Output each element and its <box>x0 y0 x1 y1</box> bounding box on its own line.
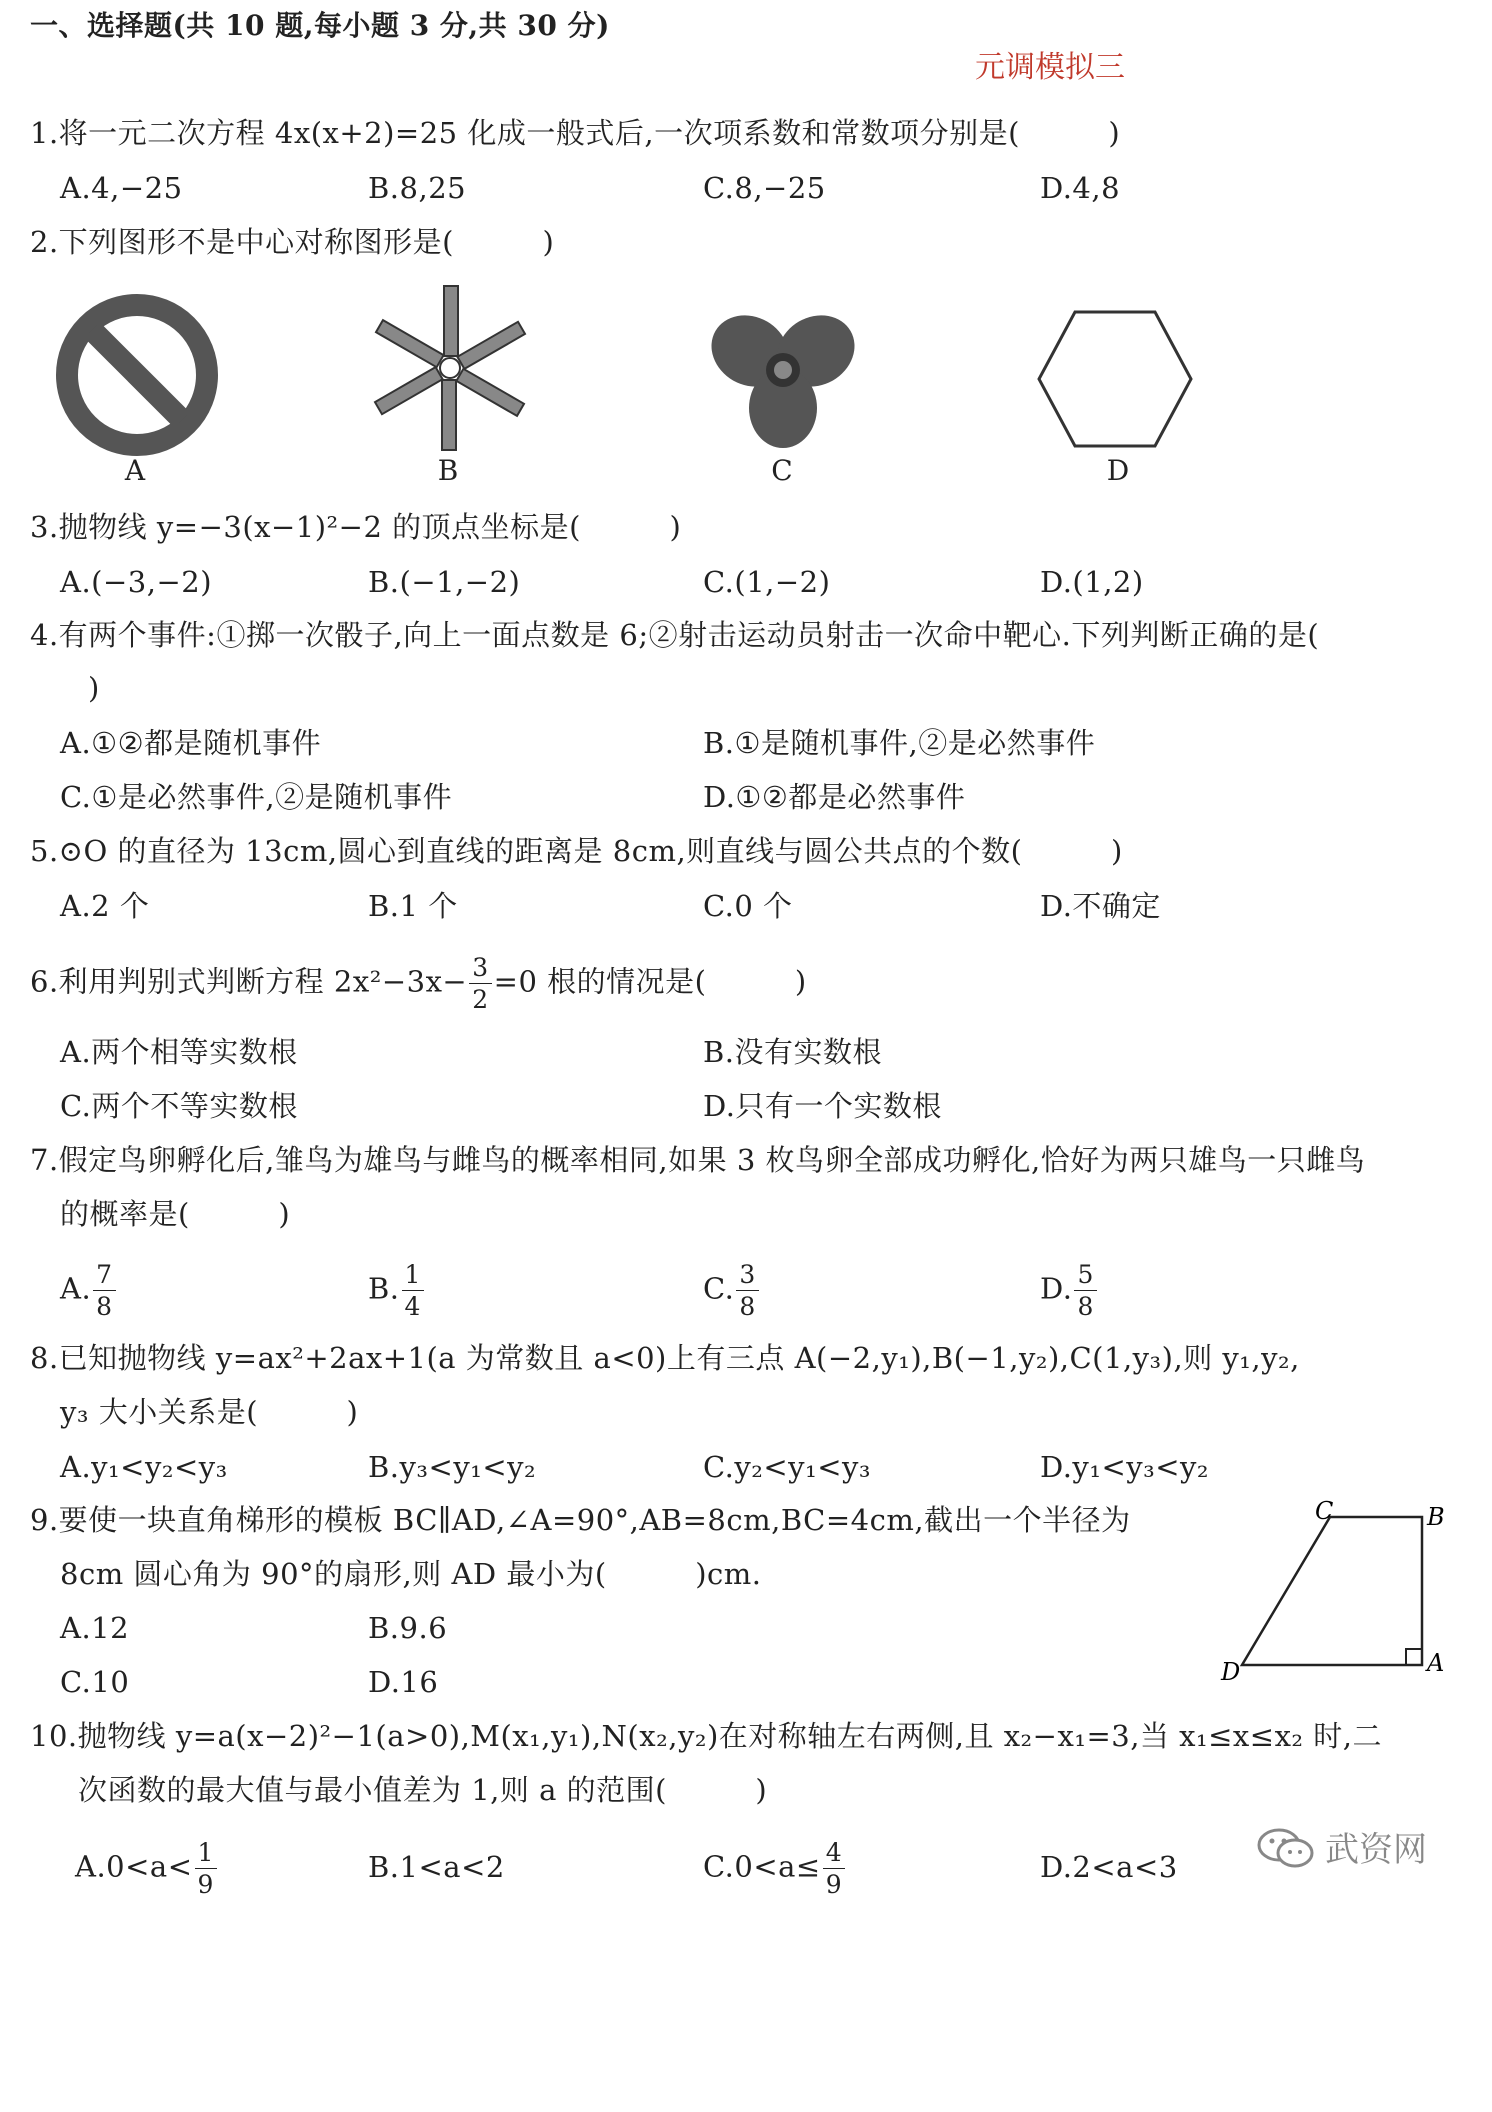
q7-b-letter: B. <box>368 1271 400 1306</box>
q5-option-b: B.1 个 <box>368 889 458 923</box>
q7-stem-line1: 7.假定鸟卵孵化后,雏鸟为雄鸟与雌鸟的概率相同,如果 3 枚鸟卵全部成功孵化,恰好为两只雄鸟一只雌鸟 <box>30 1143 1366 1177</box>
q7-d-num: 5 <box>1074 1262 1096 1291</box>
q8-option-a: A.y₁<y₂<y₃ <box>60 1450 228 1484</box>
q4-option-b: B.①是随机事件,②是必然事件 <box>703 726 1096 760</box>
q6-option-b: B.没有实数根 <box>703 1035 883 1069</box>
q10-c-fraction <box>823 1840 845 1897</box>
red-stamp-label: 元调模拟三 <box>975 50 1125 85</box>
q7-b-fraction <box>402 1262 424 1319</box>
q6-option-a: A.两个相等实数根 <box>60 1035 298 1069</box>
q7-b-num: 1 <box>402 1262 424 1291</box>
q10-c-num: 4 <box>823 1840 845 1869</box>
trapezoid-figure <box>1215 1495 1455 1685</box>
pinwheel-icon <box>365 278 535 458</box>
q10-a-fraction <box>195 1840 217 1897</box>
trapezoid-label-b: B <box>1427 1503 1445 1531</box>
q10-stem-line1: 10.抛物线 y=a(x−2)²−1(a>0),M(x₁,y₁),N(x₂,y₂)在对称轴左右两侧,且 x₂−x₁=3,当 x₁≤x≤x₂ 时,二 <box>30 1719 1382 1753</box>
q1-option-d: D.4,8 <box>1040 171 1121 205</box>
q1-option-c: C.8,−25 <box>703 171 826 205</box>
q10-option-b: B.1<a<2 <box>368 1850 505 1884</box>
q7-d-letter: D. <box>1040 1271 1073 1306</box>
q7-d-fraction <box>1074 1262 1096 1319</box>
q2-label-c: C <box>771 454 793 487</box>
q3-stem: 3.抛物线 y=−3(x−1)²−2 的顶点坐标是( ) <box>30 510 682 544</box>
trapezoid-label-a: A <box>1427 1649 1445 1677</box>
q7-option-d <box>1040 1262 1099 1319</box>
q8-option-b: B.y₃<y₁<y₂ <box>368 1450 537 1484</box>
q7-option-c <box>703 1262 761 1319</box>
q1-option-b: B.8,25 <box>368 171 467 205</box>
q10-a-text: A.0<a< <box>75 1849 193 1884</box>
q3-option-a: A.(−3,−2) <box>60 565 213 599</box>
q3-option-b: B.(−1,−2) <box>368 565 521 599</box>
wechat-icon <box>1255 1825 1317 1869</box>
no-entry-sign-icon <box>52 290 222 460</box>
q7-c-den: 8 <box>739 1292 756 1321</box>
q7-a-letter: A. <box>60 1271 92 1306</box>
q10-a-num: 1 <box>195 1840 217 1869</box>
hexagon-icon <box>1035 308 1195 450</box>
q5-option-a: A.2 个 <box>60 889 150 923</box>
q10-option-a <box>75 1840 219 1897</box>
q7-d-den: 8 <box>1077 1292 1094 1321</box>
watermark <box>1255 1822 1427 1871</box>
q9-option-b: B.9.6 <box>368 1611 448 1645</box>
q4-stem-end: ) <box>88 671 100 705</box>
q7-b-den: 4 <box>404 1292 421 1321</box>
trapezoid-label-d: D <box>1221 1658 1241 1685</box>
q7-a-fraction <box>93 1262 115 1319</box>
watermark-text: 武资网 <box>1325 1830 1427 1870</box>
q6-frac-den: 2 <box>472 985 489 1014</box>
q10-a-den: 9 <box>197 1870 214 1899</box>
q10-option-c <box>703 1840 847 1897</box>
q6-frac-num: 3 <box>469 955 491 984</box>
q6-option-c: C.两个不等实数根 <box>60 1089 298 1123</box>
q3-option-c: C.(1,−2) <box>703 565 831 599</box>
q2-label-b: B <box>437 454 459 487</box>
q6-option-d: D.只有一个实数根 <box>703 1089 942 1123</box>
q8-option-d: D.y₁<y₃<y₂ <box>1040 1450 1210 1484</box>
q7-option-b <box>368 1262 426 1319</box>
q2-label-d: D <box>1106 454 1130 487</box>
q10-c-den: 9 <box>825 1870 843 1899</box>
q8-option-c: C.y₂<y₁<y₃ <box>703 1450 871 1484</box>
q4-option-d: D.①②都是必然事件 <box>703 780 966 814</box>
q5-option-c: C.0 个 <box>703 889 793 923</box>
q10-c-text: C.0<a≤ <box>703 1849 821 1884</box>
q6-stem-post: =0 根的情况是( ) <box>493 964 807 999</box>
section-header: 一、选择题(共 10 题,每小题 3 分,共 30 分) <box>30 9 610 42</box>
q4-stem: 4.有两个事件:①掷一次骰子,向上一面点数是 6;②射击运动员射击一次命中靶心.下列判断正确的是( <box>30 618 1320 652</box>
q7-option-a <box>60 1262 118 1319</box>
fan-icon <box>698 292 868 462</box>
q7-a-num: 7 <box>93 1262 115 1291</box>
q4-option-a: A.①②都是随机事件 <box>60 726 322 760</box>
q5-option-d: D.不确定 <box>1040 889 1161 923</box>
q6-stem <box>30 955 807 1012</box>
q1-stem: 1.将一元二次方程 4x(x+2)=25 化成一般式后,一次项系数和常数项分别是( ) <box>30 116 1121 150</box>
q8-stem-line2: y₃ 大小关系是( ) <box>60 1395 359 1429</box>
q9-option-d: D.16 <box>368 1665 439 1699</box>
q9-option-a: A.12 <box>60 1611 130 1645</box>
q10-option-d: D.2<a<3 <box>1040 1850 1178 1884</box>
q2-stem: 2.下列图形不是中心对称图形是( ) <box>30 225 555 259</box>
q7-stem-line2: 的概率是( ) <box>60 1197 291 1231</box>
q7-a-den: 8 <box>96 1292 113 1321</box>
trapezoid-label-c: C <box>1315 1497 1334 1525</box>
q3-option-d: D.(1,2) <box>1040 565 1144 599</box>
q7-c-letter: C. <box>703 1271 735 1306</box>
q9-stem-line1: 9.要使一块直角梯形的模板 BC∥AD,∠A=90°,AB=8cm,BC=4cm,截出一个半径为 <box>30 1503 1131 1537</box>
q2-label-a: A <box>124 454 146 487</box>
q6-fraction <box>469 955 491 1012</box>
q8-stem-line1: 8.已知抛物线 y=ax²+2ax+1(a 为常数且 a<0)上有三点 A(−2,y₁),B(−1,y₂),C(1,y₃),则 y₁,y₂, <box>30 1341 1300 1375</box>
q9-option-c: C.10 <box>60 1665 130 1699</box>
q7-c-num: 3 <box>736 1262 758 1291</box>
q6-stem-pre: 6.利用判别式判断方程 2x²−3x− <box>30 964 468 999</box>
q10-stem-line2: 次函数的最大值与最小值差为 1,则 a 的范围( ) <box>78 1773 768 1807</box>
q1-option-a: A.4,−25 <box>60 171 183 205</box>
q4-option-c: C.①是必然事件,②是随机事件 <box>60 780 453 814</box>
q5-stem: 5.⊙O 的直径为 13cm,圆心到直线的距离是 8cm,则直线与圆公共点的个数( ) <box>30 834 1123 868</box>
q7-c-fraction <box>736 1262 758 1319</box>
q9-stem-line2: 8cm 圆心角为 90°的扇形,则 AD 最小为( )cm. <box>60 1557 762 1591</box>
